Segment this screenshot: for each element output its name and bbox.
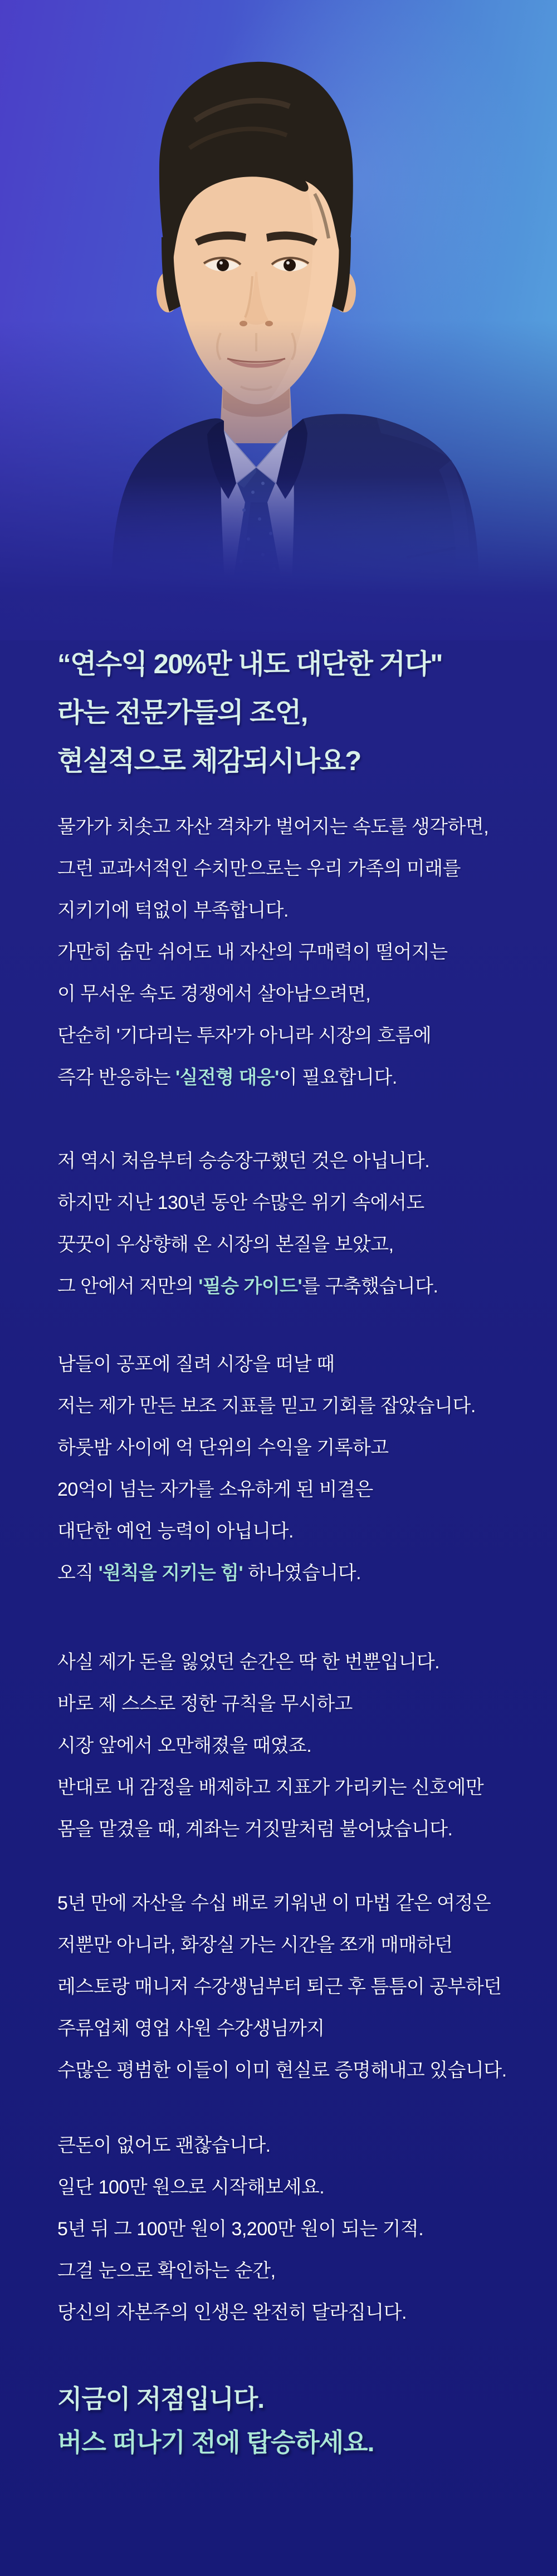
body-line: 하지만 지난 130년 동안 수많은 위기 속에서도	[57, 1192, 424, 1213]
highlight-text: '실전형 대응'	[175, 1067, 279, 1088]
highlight-text: '필승 가이드'	[198, 1276, 302, 1297]
body-line: 큰돈이 없어도 괜찮습니다.	[57, 2135, 271, 2156]
headline	[57, 640, 535, 786]
body-line: 남들이 공포에 질려 시장을 떠날 때	[57, 1354, 335, 1375]
body-text: 이 필요합니다.	[278, 1067, 397, 1088]
hero-section	[0, 0, 557, 640]
body-line: 단순히 '기다리는 투자'가 아니라 시장의 흐름에	[57, 1025, 432, 1046]
body-line: 반대로 내 감정을 배제하고 지표가 가리키는 신호에만	[57, 1777, 484, 1798]
body-line: 시장 앞에서 오만해졌을 때였죠.	[57, 1735, 312, 1756]
body-line: 주류업체 영업 사원 수강생님까지	[57, 2018, 325, 2039]
body-line: 이 무서운 속도 경쟁에서 살아남으려면,	[57, 983, 371, 1005]
highlight-text: '원칙을 지키는 힘'	[98, 1563, 243, 1584]
headline-line-1: “연수익 20%만 내도 대단한 거다"	[57, 649, 442, 679]
body-line	[57, 1553, 535, 1594]
body-line: 몸을 맡겼을 때, 계좌는 거짓말처럼 불어났습니다.	[57, 1819, 453, 1840]
cta-block	[57, 2377, 535, 2464]
body-line: 그걸 눈으로 확인하는 순간,	[57, 2260, 276, 2281]
body-line: 사실 제가 돈을 잃었던 순간은 딱 한 번뿐입니다.	[57, 1652, 440, 1673]
body-line: 꿋꿋이 우상향해 온 시장의 본질을 보았고,	[57, 1234, 394, 1255]
body-line: 대단한 예언 능력이 아닙니다.	[57, 1521, 294, 1542]
body-line: 저는 제가 만든 보조 지표를 믿고 기회를 잡았습니다.	[57, 1395, 476, 1417]
paragraph-section-1	[57, 806, 535, 1099]
hero-fade-overlay	[0, 0, 557, 640]
body-line	[57, 1266, 535, 1307]
paragraph-section-3	[57, 1344, 535, 1594]
body-line: 그런 교과서적인 수치만으로는 우리 가족의 미래를	[57, 858, 461, 879]
body-text: 오직	[57, 1563, 99, 1584]
body-line: 지키기에 턱없이 부족합니다.	[57, 900, 289, 921]
body-line: 저뿐만 아니라, 화장실 가는 시간을 쪼개 매매하던	[57, 1935, 453, 1956]
body-sections	[57, 806, 535, 2334]
body-text: 그 안에서 저만의	[57, 1276, 199, 1297]
body-line: 5년 만에 자산을 수십 배로 키워낸 이 마법 같은 여정은	[57, 1893, 491, 1914]
headline-line-3: 현실적으로 체감되시나요?	[57, 746, 361, 776]
body-line: 일단 100만 원으로 시작해보세요.	[57, 2177, 325, 2198]
body-line: 가만히 숨만 쉬어도 내 자산의 구매력이 떨어지는	[57, 942, 448, 963]
paragraph-section-5	[57, 1883, 535, 2092]
body-line: 바로 제 스스로 정한 규칙을 무시하고	[57, 1693, 353, 1715]
body-text: 를 구축했습니다.	[302, 1276, 438, 1297]
cta-line-2: 버스 떠나기 전에 탑승하세요.	[57, 2428, 374, 2457]
body-line: 저 역시 처음부터 승승장구했던 것은 아닙니다.	[57, 1150, 430, 1172]
body-line: 하룻밤 사이에 억 단위의 수익을 기록하고	[57, 1437, 389, 1458]
body-line: 당신의 자본주의 인생은 완전히 달라집니다.	[57, 2302, 407, 2323]
paragraph-section-2	[57, 1140, 535, 1307]
body-line: 물가가 치솟고 자산 격차가 벌어지는 속도를 생각하면,	[57, 816, 489, 838]
body-line: 수많은 평범한 이들이 이미 현실로 증명해내고 있습니다.	[57, 2060, 507, 2081]
content-column	[0, 640, 557, 2464]
headline-line-2: 라는 전문가들의 조언,	[57, 698, 307, 728]
body-text: 즉각 반응하는	[57, 1067, 175, 1088]
body-line	[57, 1057, 535, 1099]
paragraph-section-4	[57, 1642, 535, 1850]
body-line: 5년 뒤 그 100만 원이 3,200만 원이 되는 기적.	[57, 2219, 424, 2240]
body-line: 20억이 넘는 자가를 소유하게 된 비결은	[57, 1479, 373, 1500]
paragraph-section-6	[57, 2125, 535, 2334]
cta-line-1: 지금이 저점입니다.	[57, 2384, 265, 2413]
body-line: 레스토랑 매니저 수강생님부터 퇴근 후 틈틈이 공부하던	[57, 1976, 502, 1997]
body-text: 하나였습니다.	[243, 1563, 361, 1584]
